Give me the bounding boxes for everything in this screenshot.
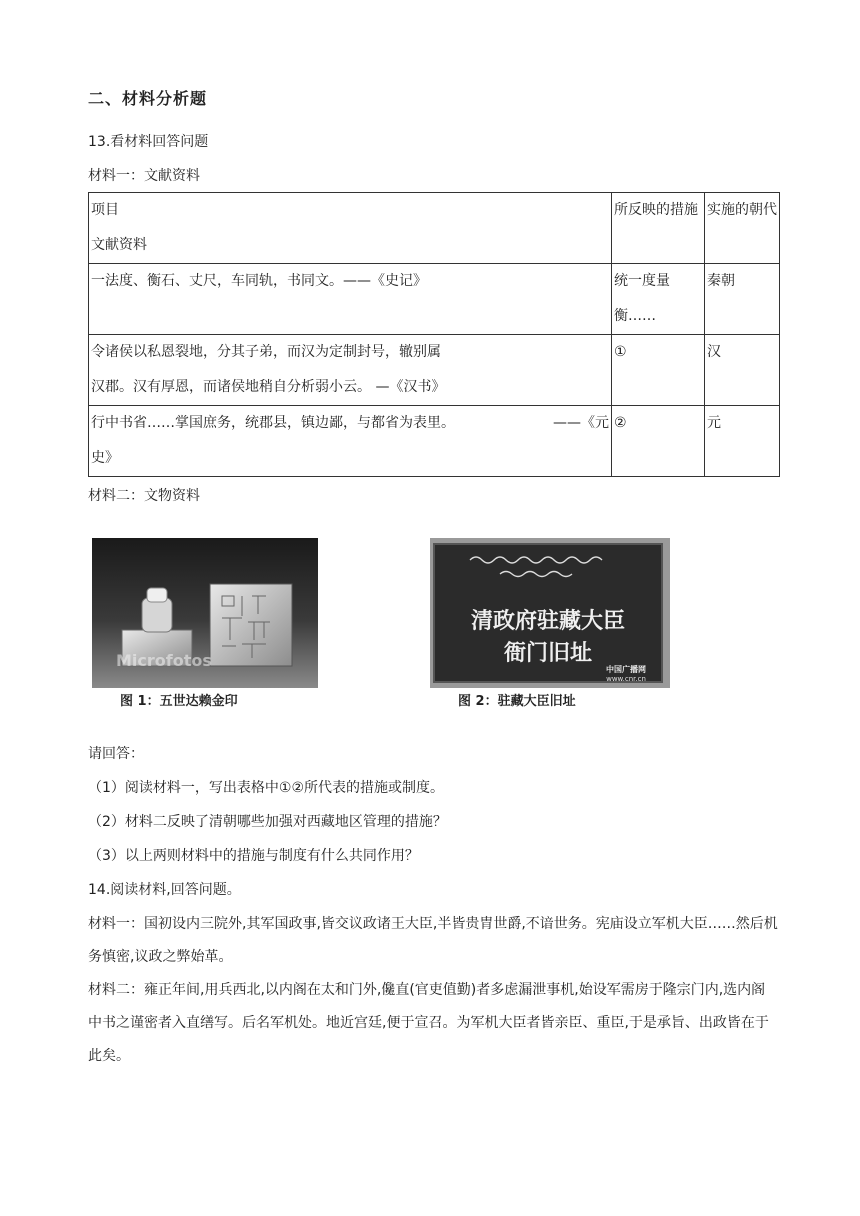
question-14-material-2: 材料二：雍正年间,用兵西北,以内阁在太和门外,儳直(官吏值勤)者多虑漏泄事机,始设军需房于隆宗门内,选内阁中书之谨密者入直缮写。后名军机处。地近宫廷,便于宣召。为军机大臣者皆亲臣、重臣,于是承旨、出政皆在于此矣。 — [88, 982, 769, 1064]
signboard-photo — [430, 538, 670, 708]
figure-1-caption: 图 1：五世达赖金印 — [120, 694, 238, 709]
sign-line-2: 衙门旧址 — [503, 641, 593, 666]
row2-document-line2: 汉郡。汉有厚恩，而诸侯地稍自分析弱小云。 —《汉书》 — [91, 379, 446, 395]
table-header-row — [89, 193, 780, 264]
row3-measure: ② — [612, 406, 705, 477]
header-project: 项目 — [91, 202, 119, 218]
credit-line-2: www.cnr.cn — [606, 675, 646, 683]
material-1-label: 材料一：文献资料 — [88, 168, 200, 184]
figure-signboard — [430, 538, 670, 708]
question-14-title: 14.阅读材料,回答问题。 — [88, 882, 241, 898]
table-row — [89, 264, 780, 335]
question-13-title: 13.看材料回答问题 — [88, 134, 209, 150]
row3-document — [89, 406, 612, 477]
row1-measure: 统一度量衡…… — [612, 264, 705, 335]
header-dynasty: 实施的朝代 — [705, 193, 780, 264]
watermark-text: Microfotos — [116, 651, 212, 670]
row2-document-line1: 令诸侯以私恩裂地，分其子弟，而汉为定制封号，辙别属 — [91, 344, 441, 360]
header-documents: 文献资料 — [91, 237, 147, 253]
material-table — [88, 192, 780, 477]
row2-measure: ① — [612, 335, 705, 406]
row3-document-text: 行中书省……掌国庶务，统郡县，镇边鄙，与都省为表里。 — [91, 415, 455, 431]
credit-line-1: 中国广播网 — [606, 665, 646, 674]
figure-2-caption: 图 2：驻藏大臣旧址 — [458, 694, 576, 709]
table-row — [89, 335, 780, 406]
question-13-1: （1）阅读材料一，写出表格中①②所代表的措施或制度。 — [88, 780, 445, 796]
section-title: 二、材料分析题 — [88, 89, 208, 108]
table-row — [89, 406, 780, 477]
sign-line-1: 清政府驻藏大臣 — [470, 609, 626, 634]
header-measure: 所反映的措施 — [612, 193, 705, 264]
row3-document-line1 — [91, 406, 609, 441]
table-header-cell — [89, 193, 612, 264]
material-2-label: 材料二：文物资料 — [88, 488, 200, 504]
row1-document: 一法度、衡石、丈尺，车同轨，书同文。——《史记》 — [89, 264, 612, 335]
row3-document-source: ——《元 — [553, 415, 609, 431]
question-13-3: （3）以上两则材料中的措施与制度有什么共同作用？ — [88, 848, 419, 864]
question-14-material-1: 材料一：国初设内三院外,其军国政事,皆交议政诸王大臣,半皆贵胄世爵,不谙世务。宪庙设立军机大臣……然后机务慎密,议政之弊始革。 — [88, 916, 778, 965]
figure-gold-seal — [92, 538, 318, 708]
answer-prompt: 请回答： — [88, 746, 144, 762]
row1-dynasty: 秦朝 — [705, 264, 780, 335]
question-13-2: （2）材料二反映了清朝哪些加强对西藏地区管理的措施？ — [88, 814, 447, 830]
row2-dynasty: 汉 — [705, 335, 780, 406]
row3-dynasty: 元 — [705, 406, 780, 477]
row3-document-line2: 史》 — [91, 450, 119, 466]
row2-document — [89, 335, 612, 406]
gold-seal-photo — [92, 538, 318, 708]
